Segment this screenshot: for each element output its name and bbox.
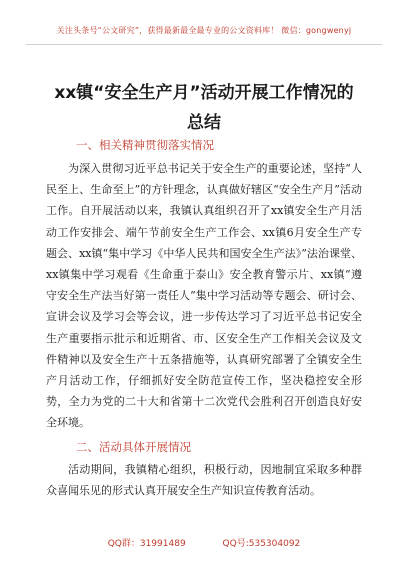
footer-qq-group: QQ群：31991489	[107, 539, 186, 549]
section-paragraph-1: 为深入贯彻习近平总书记关于安全生产的重要论述，坚持“人民至上、生命至上”的方针理念，认真做好辖区“安全生产月”活动工作。自开展活动以来，我镇认真组织召开了xx镇安全生产月活动工作安排会、端午节前安全生产工作会、xx镇6月安全生产专题会、xx镇“集中学习《中华人民共和国安全生产法》”法治课堂、xx镇集中学习观看《生命重于泰山》安全教育警示片、xx镇“遵守安全生产法当好第一责任人”集中学习活动等专题会、研讨会、宣讲会议及学习会等会议，进一步传达学习了习近平总书记安全生产重要指示批示和近期省、市、区安全生产工作相关会议及文件精神以及安全生产十五条措施等，认真研究部署了全镇安全生产月活动工作，仔细抓好安全防范宣传工作，坚决稳控安全形势，全力为党的二十大和省第十二次党代会胜利召开创造良好安全环境。	[46, 162, 362, 430]
header-divider	[26, 44, 382, 45]
section-heading-1: 一、相关精神贯彻落实情况	[76, 138, 214, 152]
document-title: xx镇“安全生产月”活动开展工作情况的总结	[54, 83, 354, 133]
section-heading-2: 二、活动具体开展情况	[76, 440, 191, 454]
footer-contact	[0, 536, 408, 549]
header-promo-text: 关注头条号“公文研究”，获得最新最全最专业的公文资料库！ 微信：gongwenyj	[56, 26, 352, 35]
footer-qq-number: QQ号:535304092	[222, 539, 301, 549]
section-paragraph-2: 活动期间，我镇精心组织，积极行动，因地制宜采取多种群众喜闻乐见的形式认真开展安全生产知识宣传教育活动。	[46, 463, 362, 498]
